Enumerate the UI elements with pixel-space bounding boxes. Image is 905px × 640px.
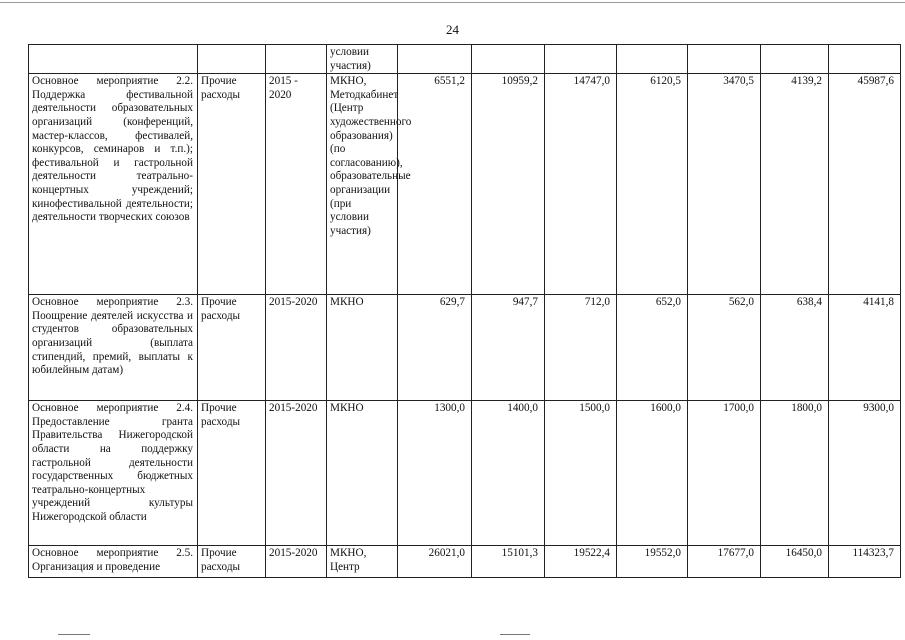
value-cell [545,45,617,74]
value-cell: 1700,0 [688,401,761,546]
source-cell: Прочие расходы [198,74,266,295]
value-cell: 19552,0 [617,546,688,578]
period-cell [266,45,327,74]
measure-cell: Основное мероприятие 2.4. Предоставление гранта Правительства Нижегородской области на поддержку гастрольной деятельности государственных бюджетных театрально-концертных учреждений культуры Нижегородской области [29,401,198,546]
value-cell: 652,0 [617,295,688,401]
executor-cell: условии участия) [327,45,398,74]
value-cell: 16450,0 [761,546,829,578]
value-cell [688,45,761,74]
measure-cell: Основное мероприятие 2.5. Организация и проведение [29,546,198,578]
table-row [29,546,901,578]
value-cell: 4139,2 [761,74,829,295]
value-cell: 15101,3 [472,546,545,578]
footer-rule [500,634,530,635]
footer-rule [58,634,90,635]
total-cell: 114323,7 [829,546,901,578]
measure-cell: Основное мероприятие 2.2. Поддержка фестивальной деятельности образовательных организаций (конференций, мастер-классов, фестивалей, конкурсов, семинаров и т.п.); фестивальной и гастрольной деятельности театрально-концертных учреждений; кинофестивальной деятельности; деятельности творческих союзов [29,74,198,295]
total-cell: 9300,0 [829,401,901,546]
value-cell: 26021,0 [398,546,472,578]
value-cell: 6551,2 [398,74,472,295]
value-cell: 1500,0 [545,401,617,546]
table-row [29,295,901,401]
value-cell: 6120,5 [617,74,688,295]
executor-cell: МКНО [327,401,398,546]
table-row [29,74,901,295]
table-row [29,45,901,74]
total-cell: 45987,6 [829,74,901,295]
value-cell [472,45,545,74]
value-cell: 17677,0 [688,546,761,578]
period-cell: 2015-2020 [266,546,327,578]
value-cell: 3470,5 [688,74,761,295]
value-cell: 1300,0 [398,401,472,546]
value-cell: 638,4 [761,295,829,401]
value-cell [617,45,688,74]
source-cell: Прочие расходы [198,401,266,546]
total-cell [829,45,901,74]
period-cell: 2015 - 2020 [266,74,327,295]
value-cell: 19522,4 [545,546,617,578]
measure-cell: Основное мероприятие 2.3. Поощрение деятелей искусства и студентов образовательных организаций (выплата стипендий, премий, выплаты к юбилейным датам) [29,295,198,401]
value-cell: 629,7 [398,295,472,401]
value-cell: 562,0 [688,295,761,401]
period-cell: 2015-2020 [266,295,327,401]
budget-table [28,44,901,578]
value-cell [761,45,829,74]
value-cell: 1800,0 [761,401,829,546]
page-number: 24 [446,22,459,37]
value-cell: 947,7 [472,295,545,401]
value-cell: 10959,2 [472,74,545,295]
executor-cell: МКНО, Центр [327,546,398,578]
executor-cell: МКНО, Методкабинет (Центр художественного образования) (по согласованию), образовательные организации (при условии участия) [327,74,398,295]
value-cell: 712,0 [545,295,617,401]
source-cell: Прочие расходы [198,546,266,578]
table-row [29,401,901,546]
measure-cell [29,45,198,74]
source-cell: Прочие расходы [198,295,266,401]
period-cell: 2015-2020 [266,401,327,546]
page-top-rule [0,2,905,3]
value-cell: 1600,0 [617,401,688,546]
value-cell: 14747,0 [545,74,617,295]
source-cell [198,45,266,74]
value-cell: 1400,0 [472,401,545,546]
total-cell: 4141,8 [829,295,901,401]
value-cell [398,45,472,74]
executor-cell: МКНО [327,295,398,401]
